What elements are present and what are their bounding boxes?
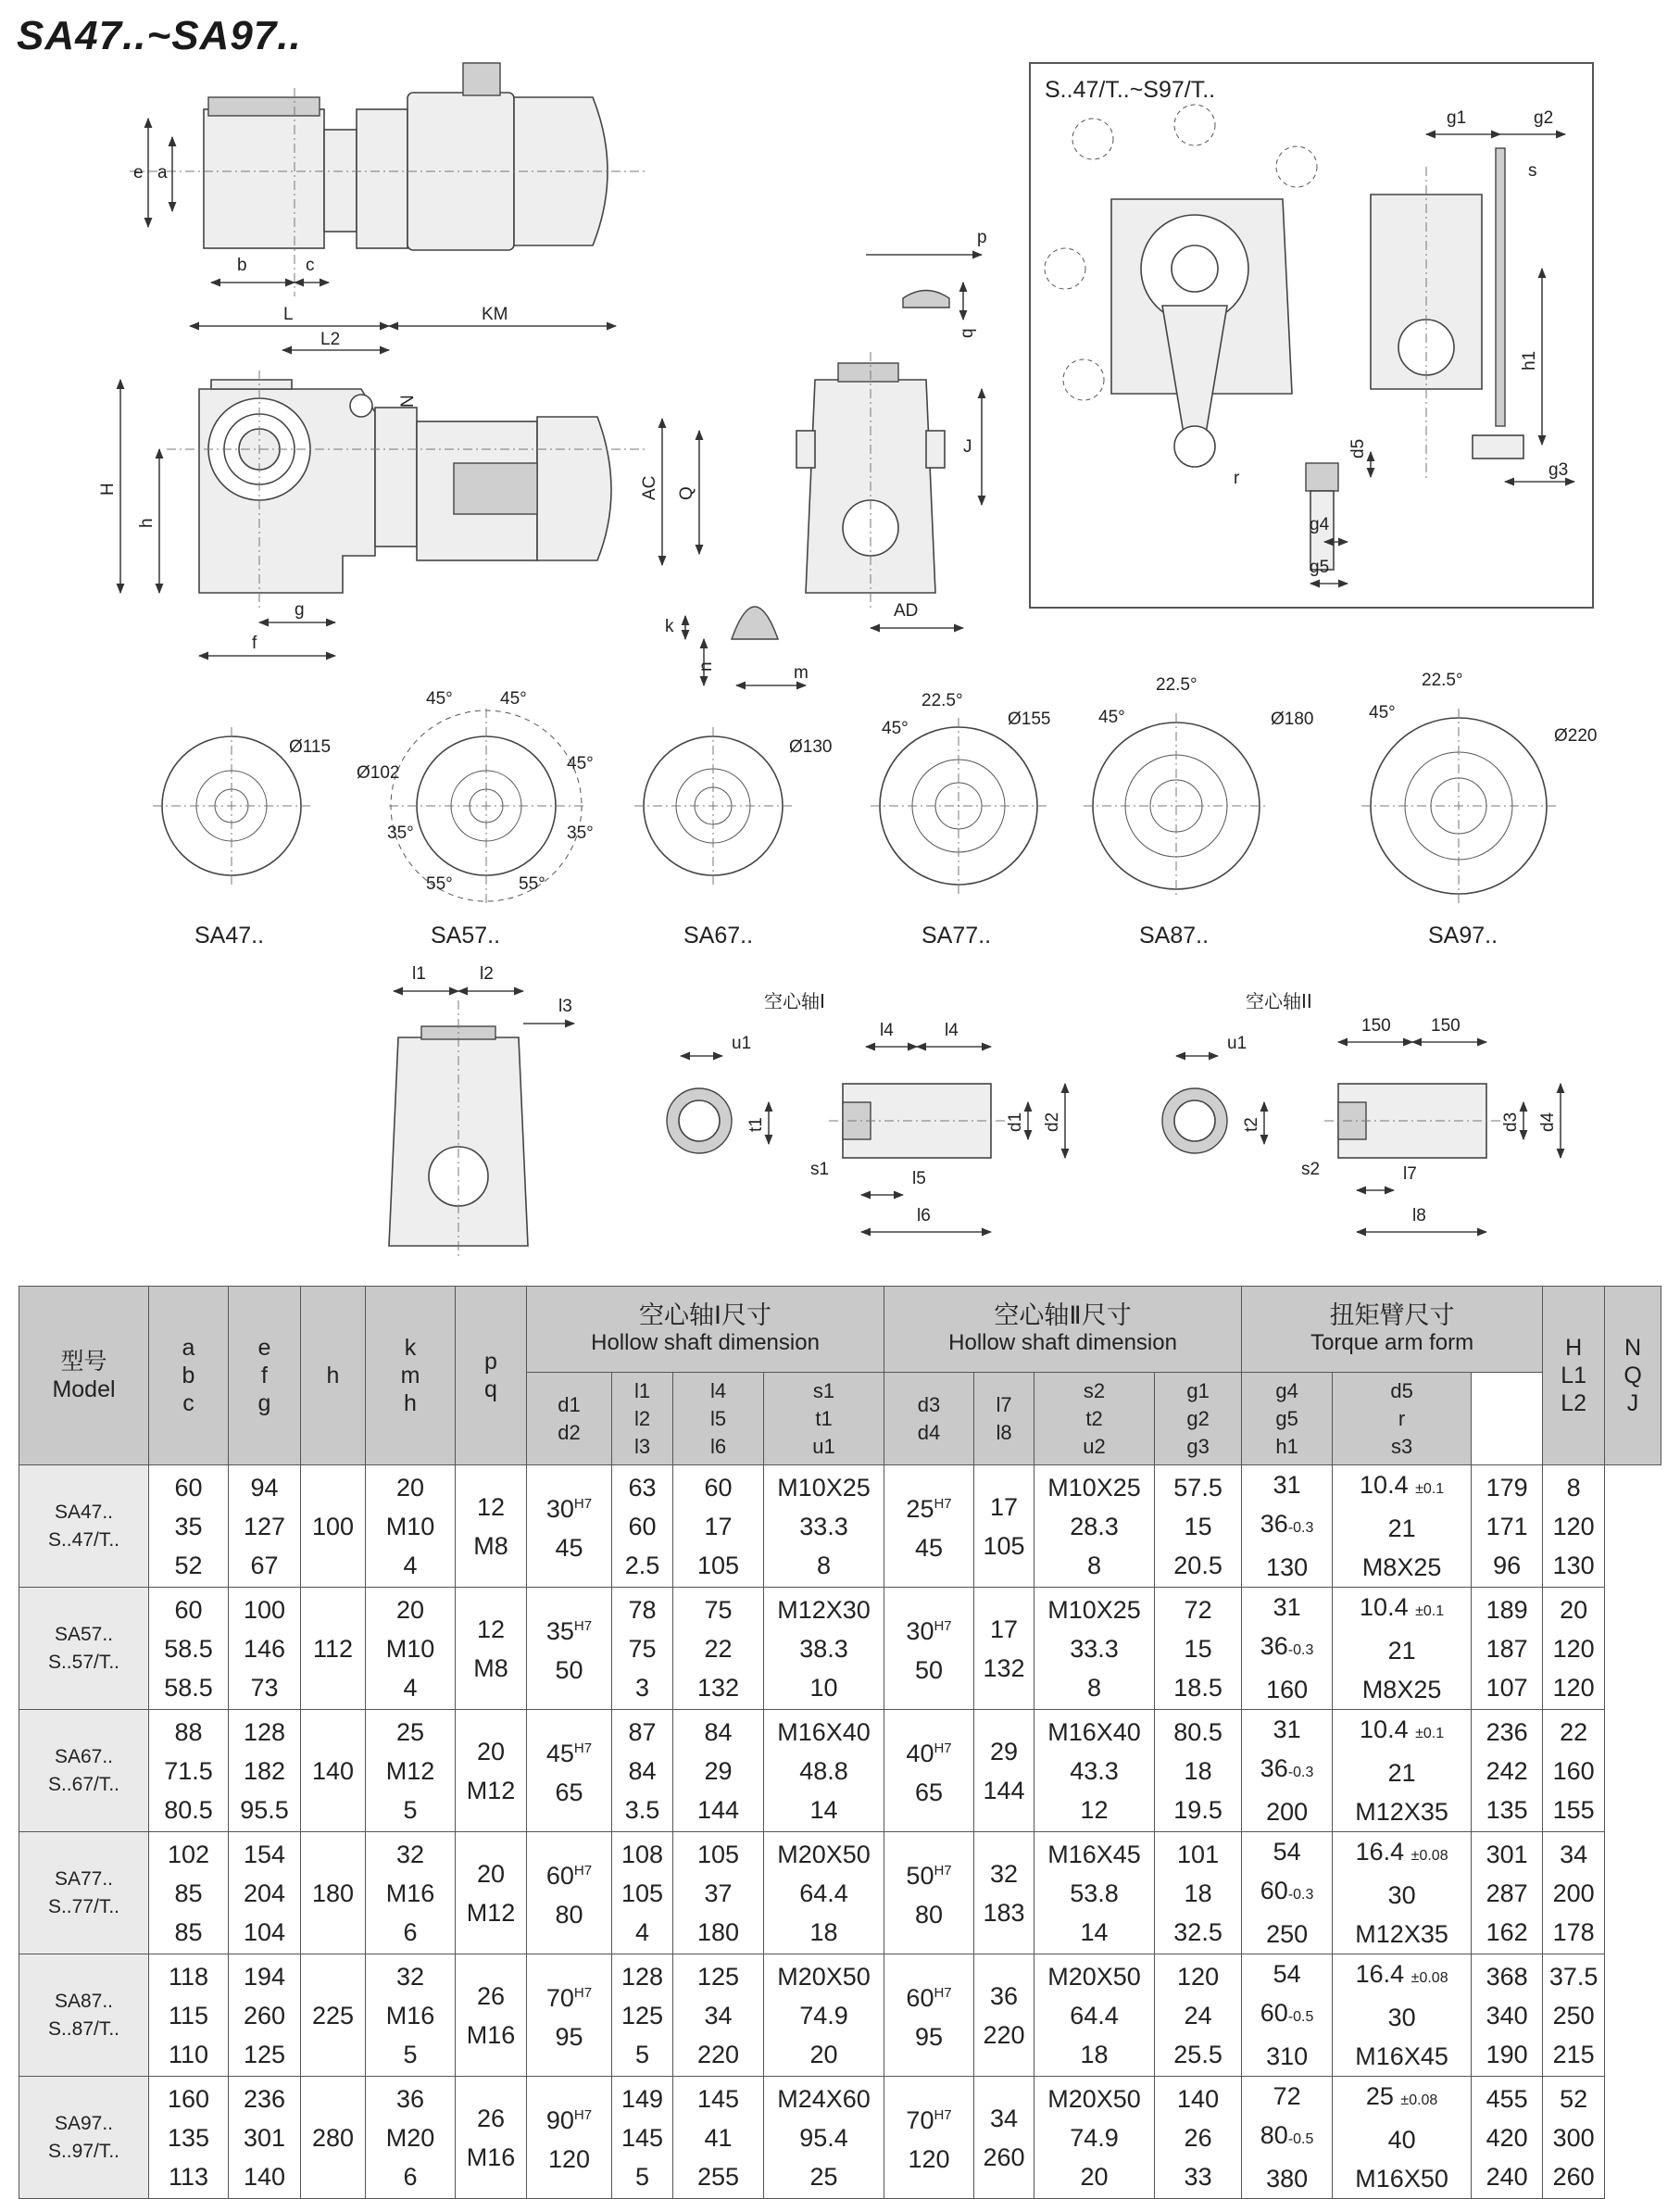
hdr-pq: p q — [456, 1287, 527, 1465]
flange-sa47 — [153, 727, 331, 949]
dim-g1: g1 — [1447, 108, 1467, 128]
cell-NQJ: 22 160 155 — [1543, 1710, 1605, 1832]
table-row — [19, 2077, 1661, 2199]
cell-abc: 60 58.5 58.5 — [149, 1588, 229, 1710]
cell-d5rs3: 25 ±0.08 40 M16X50 — [1333, 2077, 1472, 2199]
dim-N: N — [398, 395, 418, 408]
cell-h: 180 — [301, 1832, 366, 1954]
dim-q: q — [958, 328, 977, 338]
dim-k: k — [665, 617, 674, 636]
hdr-d3d4: d3 d4 — [884, 1373, 974, 1465]
spec-table — [19, 1286, 1661, 2199]
cell-l78: 29 144 — [974, 1710, 1034, 1832]
hdr-stu1: s1 t1 u1 — [764, 1373, 884, 1465]
dim-h: h — [137, 518, 157, 528]
inset-label: S..47/T..~S97/T.. — [1045, 77, 1216, 103]
cell-d3d4: $30^{H7}$ 50 — [884, 1588, 974, 1710]
cell-HL: 455 420 240 — [1472, 2077, 1543, 2199]
hdr-l456: l4 l5 l6 — [673, 1373, 764, 1465]
angle: 45° — [567, 754, 594, 773]
cell-g45h1: 31 36-0.3 200 — [1242, 1710, 1333, 1832]
angle: 35° — [567, 823, 594, 843]
cell-d3d4: $25^{H7}$ 45 — [884, 1465, 974, 1588]
dim-J: J — [963, 437, 972, 457]
cell-HL: 179 171 96 — [1472, 1465, 1543, 1588]
cell-l123: 78 75 3 — [612, 1588, 673, 1710]
cell-d1d2: $70^{H7}$ 95 — [527, 1954, 612, 2077]
cell-stu2: M20X50 74.9 20 — [1034, 2077, 1155, 2199]
cell-abc: 60 35 52 — [149, 1465, 229, 1588]
cell-g45h1: 54 60-0.5 310 — [1242, 1954, 1333, 2077]
cell-NQJ: 8 120 130 — [1543, 1465, 1605, 1588]
cell-model: SA97.. S..97/T.. — [19, 2077, 149, 2199]
cell-g123: 120 24 25.5 — [1155, 1954, 1242, 2077]
angle: 35° — [387, 823, 414, 843]
cell-l456: 145 41 255 — [673, 2077, 764, 2199]
cell-stu2: M20X50 64.4 18 — [1034, 1954, 1155, 2077]
dim-l5: l5 — [912, 1169, 926, 1188]
dim-r: r — [1234, 469, 1240, 488]
detail-knm — [665, 607, 809, 685]
dim-n: n — [696, 661, 716, 672]
cell-pq: 20 M12 — [456, 1710, 527, 1832]
flange-model: SA97.. — [1428, 923, 1498, 949]
cell-stu1: M24X60 95.4 25 — [764, 2077, 884, 2199]
flange-sa57 — [357, 689, 594, 949]
cell-l456: 60 17 105 — [673, 1465, 764, 1588]
dim-l4: l4 — [880, 1021, 894, 1040]
cell-pq: 26 M16 — [456, 2077, 527, 2199]
cell-g123: 72 15 18.5 — [1155, 1588, 1242, 1710]
dim-e: e — [133, 163, 144, 182]
dim-a: a — [157, 163, 168, 182]
dim-h1: h1 — [1520, 350, 1539, 371]
cell-HL: 301 287 162 — [1472, 1832, 1543, 1954]
angle: 45° — [882, 719, 909, 738]
cell-stu1: M20X50 64.4 18 — [764, 1832, 884, 1954]
cell-h: 140 — [301, 1710, 366, 1832]
cell-g45h1: 31 36-0.3 160 — [1242, 1588, 1333, 1710]
dim-Q: Q — [677, 486, 696, 500]
table-row — [19, 1954, 1661, 2077]
hdr-d1d2: d1 d2 — [527, 1373, 612, 1465]
cell-stu1: M16X40 48.8 14 — [764, 1710, 884, 1832]
cell-efg: 194 260 125 — [229, 1954, 301, 2077]
cell-abc: 118 115 110 — [149, 1954, 229, 2077]
dim-s2: s2 — [1301, 1160, 1321, 1179]
flange-sa97 — [1361, 671, 1597, 949]
cell-d5rs3: 10.4 ±0.1 21 M8X25 — [1333, 1588, 1472, 1710]
dim-AD: AD — [894, 601, 919, 621]
hdr-HL: H L1 L2 — [1543, 1287, 1605, 1465]
spec-table-body — [19, 1465, 1661, 2199]
cell-l123: 128 125 5 — [612, 1954, 673, 2077]
flange-model: SA47.. — [194, 923, 265, 949]
hdr-model: 型号 Model — [19, 1287, 149, 1465]
hollow1-label: 空心轴I — [764, 990, 825, 1012]
cell-model: SA87.. S..87/T.. — [19, 1954, 149, 2077]
cell-kmh: 20 M10 4 — [366, 1465, 456, 1588]
dim-s: s — [1528, 161, 1537, 181]
table-row — [19, 1588, 1661, 1710]
dim-AC: AC — [640, 475, 659, 500]
hdr-g45h1: g4 g5 h1 — [1242, 1373, 1333, 1465]
angle: 22.5° — [1422, 671, 1463, 690]
cell-HL: 368 340 190 — [1472, 1954, 1543, 2077]
cell-kmh: 36 M20 6 — [366, 2077, 456, 2199]
cell-efg: 100 146 73 — [229, 1588, 301, 1710]
flange-dia: Ø102 — [357, 763, 400, 783]
cell-NQJ: 20 120 120 — [1543, 1588, 1605, 1710]
hdr-kmh: k m h — [366, 1287, 456, 1465]
cell-g123: 140 26 33 — [1155, 2077, 1242, 2199]
dim-b: b — [237, 256, 247, 275]
cell-pq: 12 M8 — [456, 1588, 527, 1710]
hdr-abc: a b c — [149, 1287, 229, 1465]
cell-h: 112 — [301, 1588, 366, 1710]
cell-NQJ: 37.5 250 215 — [1543, 1954, 1605, 2077]
angle: 45° — [500, 689, 527, 709]
cell-HL: 236 242 135 — [1472, 1710, 1543, 1832]
hollow2-label: 空心轴II — [1246, 990, 1312, 1012]
dim-d4: d4 — [1538, 1112, 1558, 1132]
dim-f: f — [252, 634, 257, 653]
cell-model: SA67.. S..67/T.. — [19, 1710, 149, 1832]
flange-sa67 — [634, 727, 832, 949]
angle: 45° — [426, 689, 453, 709]
cell-l123: 108 105 4 — [612, 1832, 673, 1954]
cell-model: SA57.. S..57/T.. — [19, 1588, 149, 1710]
cell-kmh: 32 M16 5 — [366, 1954, 456, 2077]
cell-abc: 160 135 113 — [149, 2077, 229, 2199]
dim-g3: g3 — [1548, 460, 1569, 480]
cell-l456: 84 29 144 — [673, 1710, 764, 1832]
table-row — [19, 1710, 1661, 1832]
dim-g4: g4 — [1310, 515, 1330, 534]
dim-l8: l8 — [1412, 1206, 1426, 1225]
cell-efg: 128 182 95.5 — [229, 1710, 301, 1832]
cell-l456: 105 37 180 — [673, 1832, 764, 1954]
cell-stu2: M16X45 53.8 14 — [1034, 1832, 1155, 1954]
cell-model: SA47.. S..47/T.. — [19, 1465, 149, 1588]
cell-NQJ: 52 300 260 — [1543, 2077, 1605, 2199]
cell-abc: 102 85 85 — [149, 1832, 229, 1954]
flange-dia: Ø130 — [789, 737, 833, 757]
cell-d5rs3: 16.4 ±0.08 30 M16X45 — [1333, 1954, 1472, 2077]
page-title: SA47..~SA97.. — [17, 13, 302, 58]
cell-pq: 26 M16 — [456, 1954, 527, 2077]
cell-d5rs3: 10.4 ±0.1 21 M12X35 — [1333, 1710, 1472, 1832]
cell-d1d2: $30^{H7}$ 45 — [527, 1465, 612, 1588]
cell-d1d2: $45^{H7}$ 65 — [527, 1710, 612, 1832]
dim-d3: d3 — [1501, 1112, 1521, 1132]
cell-efg: 236 301 140 — [229, 2077, 301, 2199]
flange-model: SA57.. — [431, 923, 501, 949]
dim-d5: d5 — [1348, 438, 1368, 459]
cell-efg: 154 204 104 — [229, 1832, 301, 1954]
cell-g123: 80.5 18 19.5 — [1155, 1710, 1242, 1832]
angle: 45° — [1369, 703, 1396, 723]
angle: 22.5° — [1156, 675, 1197, 695]
cell-d1d2: $35^{H7}$ 50 — [527, 1588, 612, 1710]
top-view — [130, 63, 648, 296]
dim-L: L — [283, 305, 294, 324]
front-view — [98, 305, 699, 656]
cell-efg: 94 127 67 — [229, 1465, 301, 1588]
hdr-hollow2: 空心轴Ⅱ尺寸 Hollow shaft dimension — [884, 1287, 1242, 1373]
dim-g: g — [295, 600, 305, 620]
cell-stu1: M12X30 38.3 10 — [764, 1588, 884, 1710]
dim-l6: l6 — [917, 1206, 931, 1225]
cell-l123: 63 60 2.5 — [612, 1465, 673, 1588]
cell-abc: 88 71.5 80.5 — [149, 1710, 229, 1832]
angle: 45° — [1098, 708, 1125, 727]
cell-l78: 34 260 — [974, 2077, 1034, 2199]
hdr-NQJ: N Q J — [1605, 1287, 1661, 1465]
dim-150: 150 — [1431, 1016, 1461, 1036]
dim-u1: u1 — [1227, 1034, 1247, 1053]
dim-g5: g5 — [1310, 558, 1330, 577]
hdr-efg: e f g — [229, 1287, 301, 1465]
cell-stu1: M20X50 74.9 20 — [764, 1954, 884, 2077]
cell-l123: 149 145 5 — [612, 2077, 673, 2199]
dim-l3: l3 — [558, 997, 572, 1016]
cell-d1d2: $60^{H7}$ 80 — [527, 1832, 612, 1954]
cell-HL: 189 187 107 — [1472, 1588, 1543, 1710]
dim-m: m — [794, 663, 809, 683]
cell-l78: 32 183 — [974, 1832, 1034, 1954]
cell-h: 225 — [301, 1954, 366, 2077]
flange-dia: Ø180 — [1271, 710, 1314, 729]
cell-l78: 17 132 — [974, 1588, 1034, 1710]
hollow-shaft-2 — [1162, 990, 1561, 1232]
angle: 55° — [426, 874, 453, 894]
cell-model: SA77.. S..77/T.. — [19, 1832, 149, 1954]
cell-d3d4: $70^{H7}$ 120 — [884, 2077, 974, 2199]
cell-pq: 12 M8 — [456, 1465, 527, 1588]
detail-pq — [866, 228, 987, 338]
angle: 55° — [519, 874, 545, 894]
cell-kmh: 32 M16 6 — [366, 1832, 456, 1954]
cell-d3d4: $50^{H7}$ 80 — [884, 1832, 974, 1954]
cell-g45h1: 54 60-0.3 250 — [1242, 1832, 1333, 1954]
cell-g123: 101 18 32.5 — [1155, 1832, 1242, 1954]
hdr-stu2: s2 t2 u2 — [1034, 1373, 1155, 1465]
cell-stu1: M10X25 33.3 8 — [764, 1465, 884, 1588]
cell-kmh: 25 M12 5 — [366, 1710, 456, 1832]
cell-stu2: M16X40 43.3 12 — [1034, 1710, 1155, 1832]
cell-pq: 20 M12 — [456, 1832, 527, 1954]
cell-NQJ: 34 200 178 — [1543, 1832, 1605, 1954]
hdr-torque: 扭矩臂尺寸 Torque arm form — [1242, 1287, 1543, 1373]
cell-d3d4: $60^{H7}$ 95 — [884, 1954, 974, 2077]
cell-l78: 36 220 — [974, 1954, 1034, 2077]
cell-stu2: M10X25 28.3 8 — [1034, 1465, 1155, 1588]
dim-H: H — [98, 483, 118, 496]
angle: 22.5° — [921, 691, 963, 710]
dim-c: c — [306, 256, 315, 275]
flange-dia: Ø115 — [289, 737, 332, 757]
dim-KM: KM — [482, 305, 508, 324]
cell-d3d4: $40^{H7}$ 65 — [884, 1710, 974, 1832]
cell-d5rs3: 16.4 ±0.08 30 M12X35 — [1333, 1832, 1472, 1954]
flange-model: SA77.. — [921, 923, 992, 949]
cell-stu2: M10X25 33.3 8 — [1034, 1588, 1155, 1710]
dim-t1: t1 — [746, 1117, 766, 1132]
hdr-l123: l1 l2 l3 — [612, 1373, 673, 1465]
cell-l456: 125 34 220 — [673, 1954, 764, 2077]
table-row — [19, 1465, 1661, 1588]
hollow-shaft-1 — [667, 990, 1065, 1232]
cell-l123: 87 84 3.5 — [612, 1710, 673, 1832]
side-view — [796, 352, 982, 628]
hdr-l78: l7 l8 — [974, 1373, 1034, 1465]
hdr-g123: g1 g2 g3 — [1155, 1373, 1242, 1465]
hdr-d5rs3: d5 r s3 — [1333, 1373, 1472, 1465]
dim-l1: l1 — [412, 964, 426, 984]
cell-g45h1: 72 80-0.5 380 — [1242, 2077, 1333, 2199]
flange-dia: Ø155 — [1008, 710, 1051, 729]
cell-h: 100 — [301, 1465, 366, 1588]
shaft-side-view — [389, 964, 574, 1260]
cell-g123: 57.5 15 20.5 — [1155, 1465, 1242, 1588]
dim-d2: d2 — [1043, 1112, 1062, 1132]
flange-sa77 — [871, 691, 1050, 949]
dim-L2: L2 — [320, 330, 341, 349]
flange-sa87 — [1084, 675, 1313, 949]
dim-150: 150 — [1361, 1016, 1391, 1036]
cell-h: 280 — [301, 2077, 366, 2199]
dim-l7: l7 — [1403, 1164, 1417, 1184]
cell-g45h1: 31 36-0.3 130 — [1242, 1465, 1333, 1588]
dim-l4: l4 — [945, 1021, 959, 1040]
dim-u1: u1 — [732, 1034, 752, 1053]
cell-l456: 75 22 132 — [673, 1588, 764, 1710]
dim-g2: g2 — [1534, 108, 1554, 128]
hdr-h: h — [301, 1287, 366, 1465]
cell-d5rs3: 10.4 ±0.1 21 M8X25 — [1333, 1465, 1472, 1588]
dim-p: p — [977, 228, 987, 247]
dim-t2: t2 — [1242, 1117, 1261, 1132]
flange-dia: Ø220 — [1554, 726, 1598, 746]
table-row — [19, 1832, 1661, 1954]
cell-d1d2: $90^{H7}$ 120 — [527, 2077, 612, 2199]
flange-model: SA67.. — [683, 923, 754, 949]
torque-arm-inset — [1030, 63, 1593, 608]
flange-model: SA87.. — [1139, 923, 1210, 949]
cell-kmh: 20 M10 4 — [366, 1588, 456, 1710]
dim-d1: d1 — [1006, 1112, 1025, 1132]
hdr-hollow1: 空心轴Ⅰ尺寸 Hollow shaft dimension — [527, 1287, 884, 1373]
cell-l78: 17 105 — [974, 1465, 1034, 1588]
dim-s1: s1 — [810, 1160, 830, 1179]
dim-l2: l2 — [480, 964, 494, 984]
